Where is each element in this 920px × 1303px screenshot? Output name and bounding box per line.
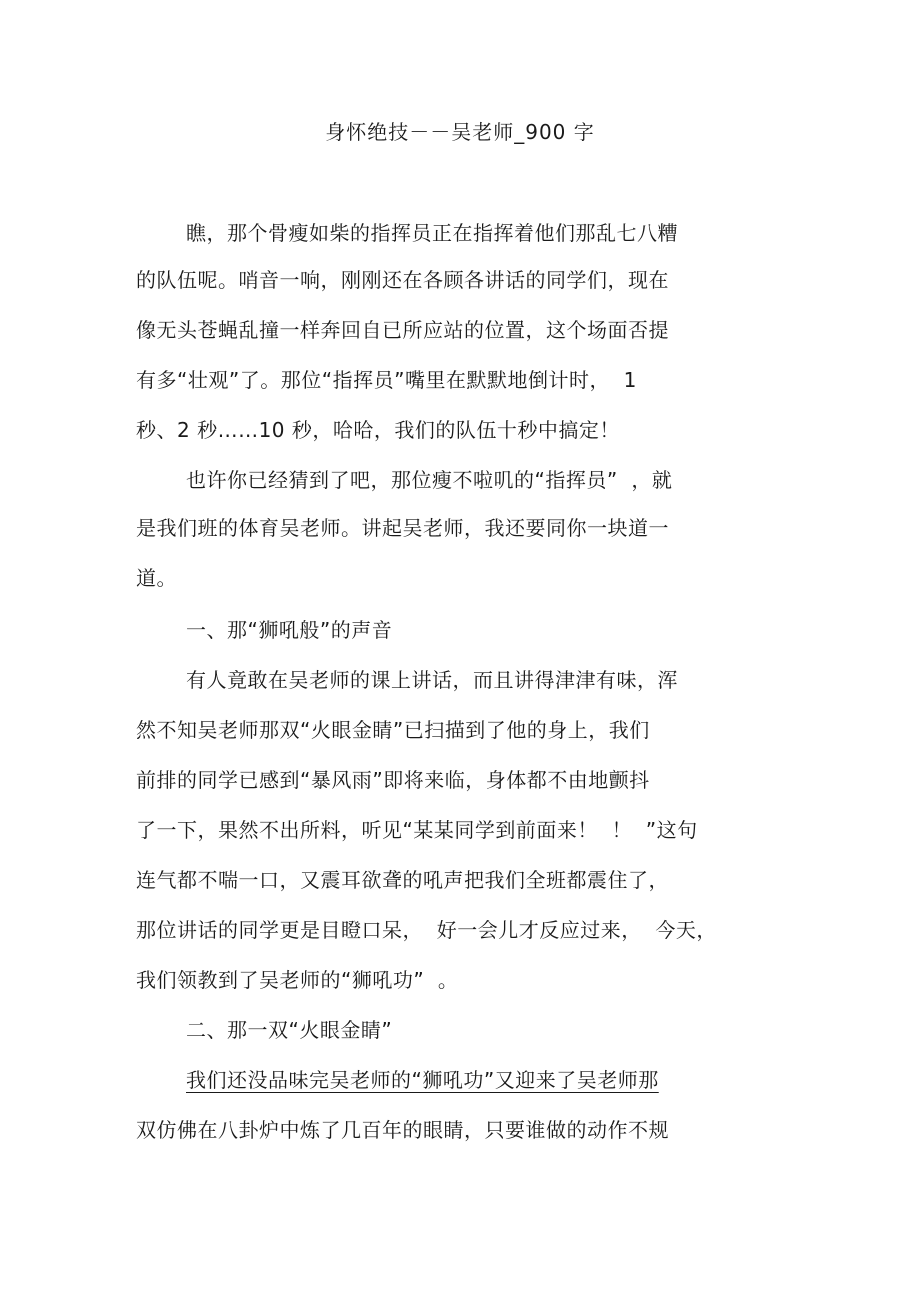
document-title: 身怀绝技－－吴老师_900 字	[325, 120, 595, 144]
paragraph-line: 道。	[136, 566, 177, 590]
paragraph-line: 的队伍呢。哨音一响，刚刚还在各顾各讲话的同学们，现在	[136, 268, 669, 292]
paragraph-line: 那位讲话的同学更是目瞪口呆， 好一会儿才反应过来， 今天，	[136, 918, 717, 942]
paragraph-line: 然不知吴老师那双“火眼金睛”已扫描到了他的身上，我们	[136, 718, 650, 742]
section-heading: 一、那“狮吼般”的声音	[186, 618, 393, 642]
paragraph-line: 有多“壮观”了。那位“指挥员”嘴里在默默地倒计时， 1	[136, 368, 637, 392]
paragraph-line: 了一下，果然不出所料，听见“某某同学到前面来！ ！ ”这句	[136, 818, 698, 842]
paragraph-line: 秒、2 秒……10 秒，哈哈，我们的队伍十秒中搞定！	[136, 418, 620, 442]
paragraph-line: 瞧，那个骨瘦如柴的指挥员正在指挥着他们那乱七八糟	[186, 221, 678, 245]
paragraph-line: 像无头苍蝇乱撞一样奔回自已所应站的位置，这个场面否提	[136, 318, 669, 342]
paragraph-line: 前排的同学已感到“暴风雨”即将来临，身体都不由地颤抖	[136, 768, 650, 792]
paragraph-line: 有人竟敢在吴老师的课上讲话，而且讲得津津有味，浑	[186, 668, 678, 692]
paragraph-line: 我们还没品味完吴老师的“狮吼功”又迎来了吴老师那	[186, 1068, 659, 1092]
paragraph-line: 连气都不喘一口，又震耳欲聋的吼声把我们全班都震住了，	[136, 868, 669, 892]
paragraph-line: 也许你已经猜到了吧，那位瘦不啦叽的“指挥员” ，就	[186, 468, 673, 492]
paragraph-line: 我们领教到了吴老师的“狮吼功” 。	[136, 968, 459, 992]
paragraph-line: 双仿佛在八卦炉中炼了几百年的眼睛，只要谁做的动作不规	[136, 1118, 669, 1142]
section-heading: 二、那一双“火眼金睛”	[186, 1018, 393, 1042]
paragraph-line: 是我们班的体育吴老师。讲起吴老师，我还要同你一块道一	[136, 516, 669, 540]
